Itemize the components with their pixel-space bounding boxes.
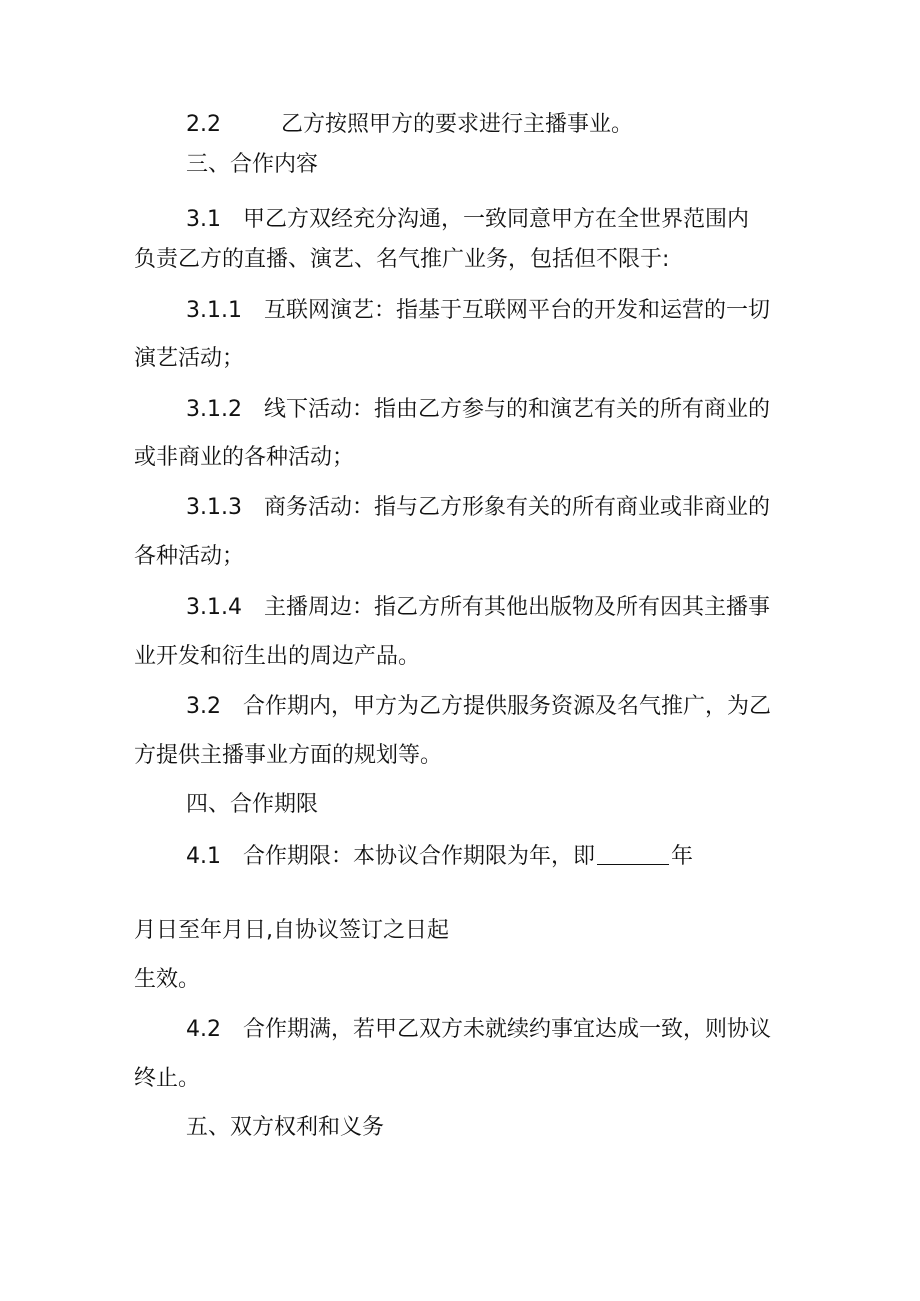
clause-3-1-1-line2: 演艺活动； (134, 346, 245, 371)
clause-3-2-line2: 方提供主播事业方面的规划等。 (134, 743, 443, 768)
clause-3-1-3-line2: 各种活动； (134, 544, 245, 569)
clause-3-1-3-line1: 3.1.3 商务活动：指与乙方形象有关的所有商业或非商业的 (186, 495, 770, 520)
clause-3-1-1-line1: 3.1.1 互联网演艺：指基于互联网平台的开发和运营的一切 (186, 298, 770, 323)
clause-3-1-2-line1: 3.1.2 线下活动：指由乙方参与的和演艺有关的所有商业的 (186, 397, 770, 422)
clause-4-1-text: 4.1 合作期限：本协议合作期限为年，即 (186, 844, 595, 869)
section-heading-3: 三、合作内容 (186, 152, 319, 177)
clause-3-1-line1: 3.1 甲乙方双经充分沟通，一致同意甲方在全世界范围内 (186, 207, 749, 232)
clause-3-1-4-line2: 业开发和衍生出的周边产品。 (134, 644, 421, 669)
clause-4-2-line2: 终止。 (134, 1066, 201, 1091)
section-heading-4: 四、合作期限 (186, 792, 319, 817)
clause-4-1-line1 (186, 842, 693, 872)
clause-4-1-line2: 月日至年月日,自协议签订之日起 (134, 918, 449, 943)
clause-3-1-4-line1: 3.1.4 主播周边：指乙方所有其他出版物及所有因其主播事 (186, 595, 770, 620)
clause-3-2-line1: 3.2 合作期内，甲方为乙方提供服务资源及名气推广，为乙 (186, 694, 771, 719)
clause-2-2 (186, 110, 633, 140)
clause-4-2-line1: 4.2 合作期满，若甲乙双方未就续约事宜达成一致，则协议 (186, 1017, 771, 1042)
blank-year-field[interactable] (597, 842, 669, 865)
clause-3-1-line2: 负责乙方的直播、演艺、名气推广业务，包括但不限于: (134, 247, 670, 272)
clause-3-1-2-line2: 或非商业的各种活动； (134, 445, 355, 470)
clause-4-1-year-label: 年 (671, 844, 694, 869)
clause-number: 2.2 (186, 112, 221, 137)
clause-text: 乙方按照甲方的要求进行主播事业。 (281, 112, 634, 137)
clause-4-1-line3: 生效。 (134, 967, 201, 992)
section-heading-5: 五、双方权利和义务 (186, 1115, 385, 1140)
